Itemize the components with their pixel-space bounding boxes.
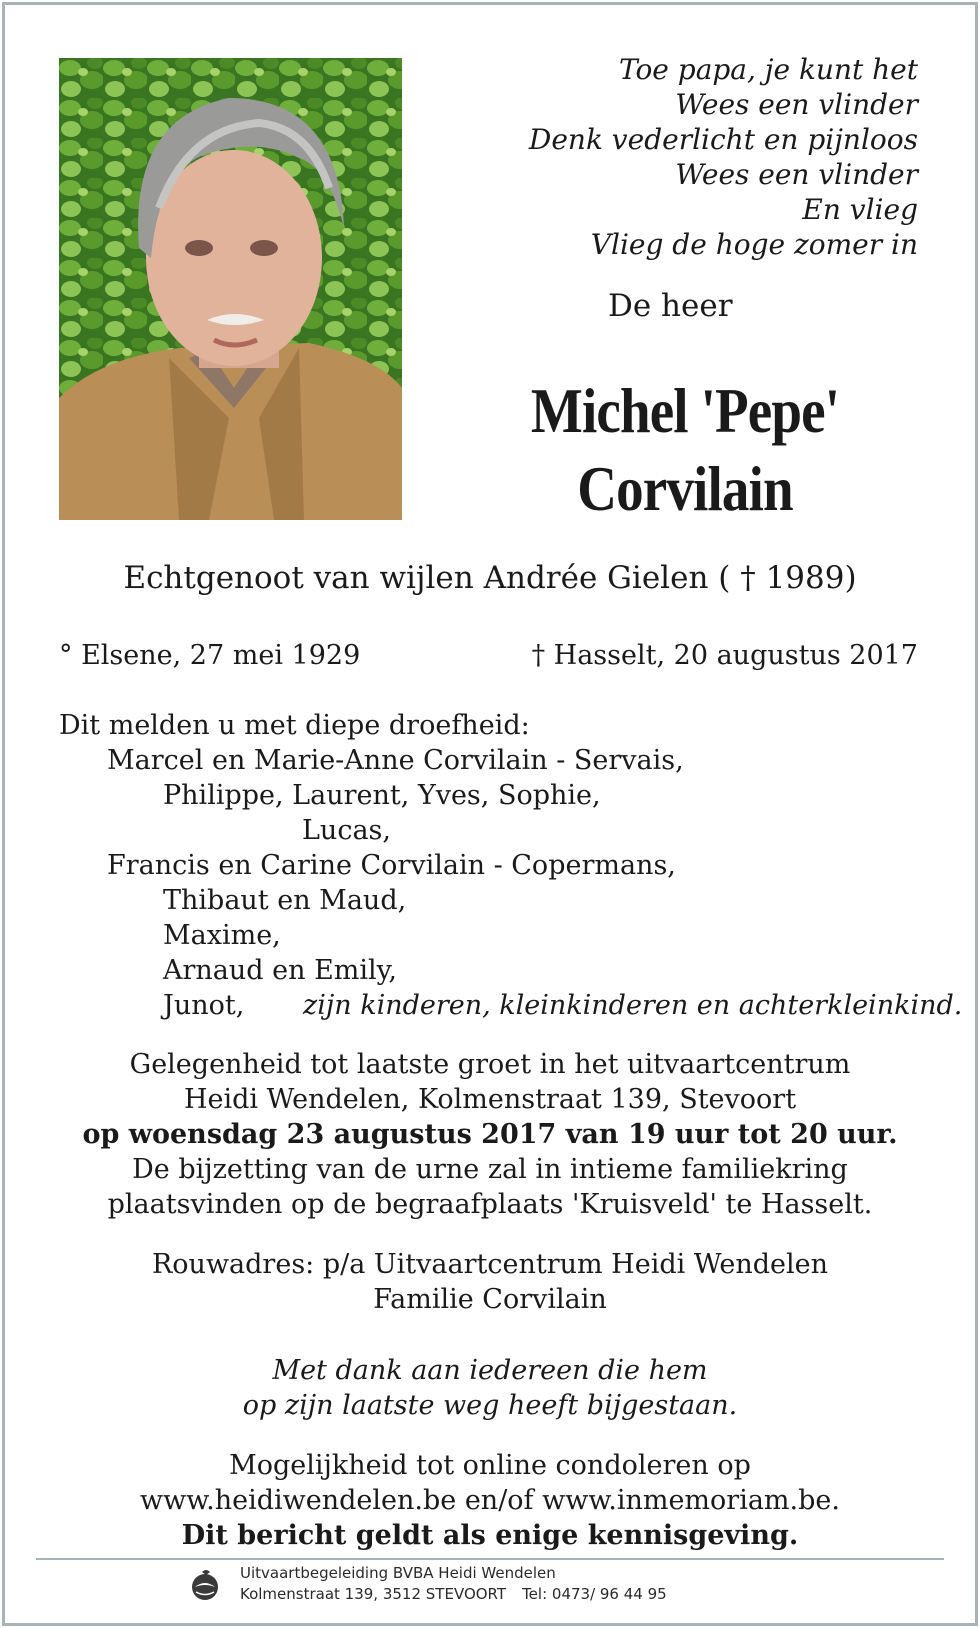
funeral-home-phone: Tel: 0473/ 96 44 95	[522, 1585, 667, 1603]
online-line: Mogelijkheid tot online condoleren op	[229, 1450, 751, 1481]
deceased-name	[509, 372, 862, 528]
footer-divider	[36, 1558, 944, 1560]
family-intro: Dit melden u met diepe droefheid:	[59, 710, 530, 741]
poem-line: Vlieg de hoge zomer in	[590, 228, 918, 261]
family-line: Maxime,	[163, 920, 281, 951]
family-line: Philippe, Laurent, Yves, Sophie,	[163, 780, 601, 811]
funeral-home-name: Uitvaartbegeleiding BVBA Heidi Wendelen	[240, 1564, 556, 1582]
spouse-line: Echtgenoot van wijlen Andrée Gielen ( † 1989)	[123, 560, 857, 596]
mourning-address-line: Rouwadres: p/a Uitvaartcentrum Heidi Wendelen	[151, 1249, 829, 1280]
mourning-address	[0, 1247, 980, 1317]
poem-line: En vlieg	[802, 193, 918, 226]
visitation-info	[0, 1047, 980, 1222]
family-list	[59, 708, 963, 1023]
family-line: Francis en Carine Corvilain - Copermans,	[107, 850, 676, 881]
portrait-photo	[59, 58, 402, 520]
family-line: Junot,	[163, 990, 245, 1021]
online-condolence	[0, 1448, 980, 1553]
family-caption: zijn kinderen, kleinkinderen en achterkleinkind.	[303, 990, 963, 1021]
thanks-message	[0, 1353, 980, 1423]
visitation-line: Heidi Wendelen, Kolmenstraat 139, Stevoort	[183, 1084, 797, 1115]
poem-line: Wees een vlinder	[675, 158, 918, 191]
deceased-name-line1: Michel 'Pepe'	[530, 375, 840, 446]
poem-line: Wees een vlinder	[675, 88, 918, 121]
family-line: Thibaut en Maud,	[163, 885, 407, 916]
poem-line: Toe papa, je kunt het	[618, 53, 918, 86]
honorific: De heer	[608, 288, 733, 324]
poem-line: Denk vederlicht en pijnloos	[528, 123, 918, 156]
thanks-line: op zijn laatste weg heeft bijgestaan.	[242, 1390, 738, 1421]
visitation-time: op woensdag 23 augustus 2017 van 19 uur tot 20 uur.	[82, 1119, 898, 1150]
funeral-home-address: Kolmenstraat 139, 3512 STEVOORT	[240, 1585, 507, 1603]
family-line: Lucas,	[302, 815, 391, 846]
mourning-address-line: Familie Corvilain	[373, 1284, 607, 1315]
online-links: www.heidiwendelen.be en/of www.inmemoriam.be.	[140, 1485, 840, 1516]
dove-globe-icon	[188, 1567, 222, 1601]
deceased-name-line2: Corvilain	[577, 453, 793, 524]
birth-info: ° Elsene, 27 mei 1929	[59, 640, 361, 671]
death-info: † Hasselt, 20 augustus 2017	[531, 640, 918, 671]
thanks-line: Met dank aan iedereen die hem	[272, 1355, 708, 1386]
visitation-line: De bijzetting van de urne zal in intieme familiekring	[132, 1154, 848, 1185]
visitation-line: Gelegenheid tot laatste groet in het uitvaartcentrum	[129, 1049, 851, 1080]
visitation-line: plaatsvinden op de begraafplaats 'Kruisveld' te Hasselt.	[107, 1189, 873, 1220]
notice-disclaimer: Dit bericht geldt als enige kennisgeving.	[181, 1520, 799, 1551]
poem	[498, 52, 918, 262]
family-line: Marcel en Marie-Anne Corvilain - Servais,	[107, 745, 684, 776]
family-line: Arnaud en Emily,	[163, 955, 397, 986]
